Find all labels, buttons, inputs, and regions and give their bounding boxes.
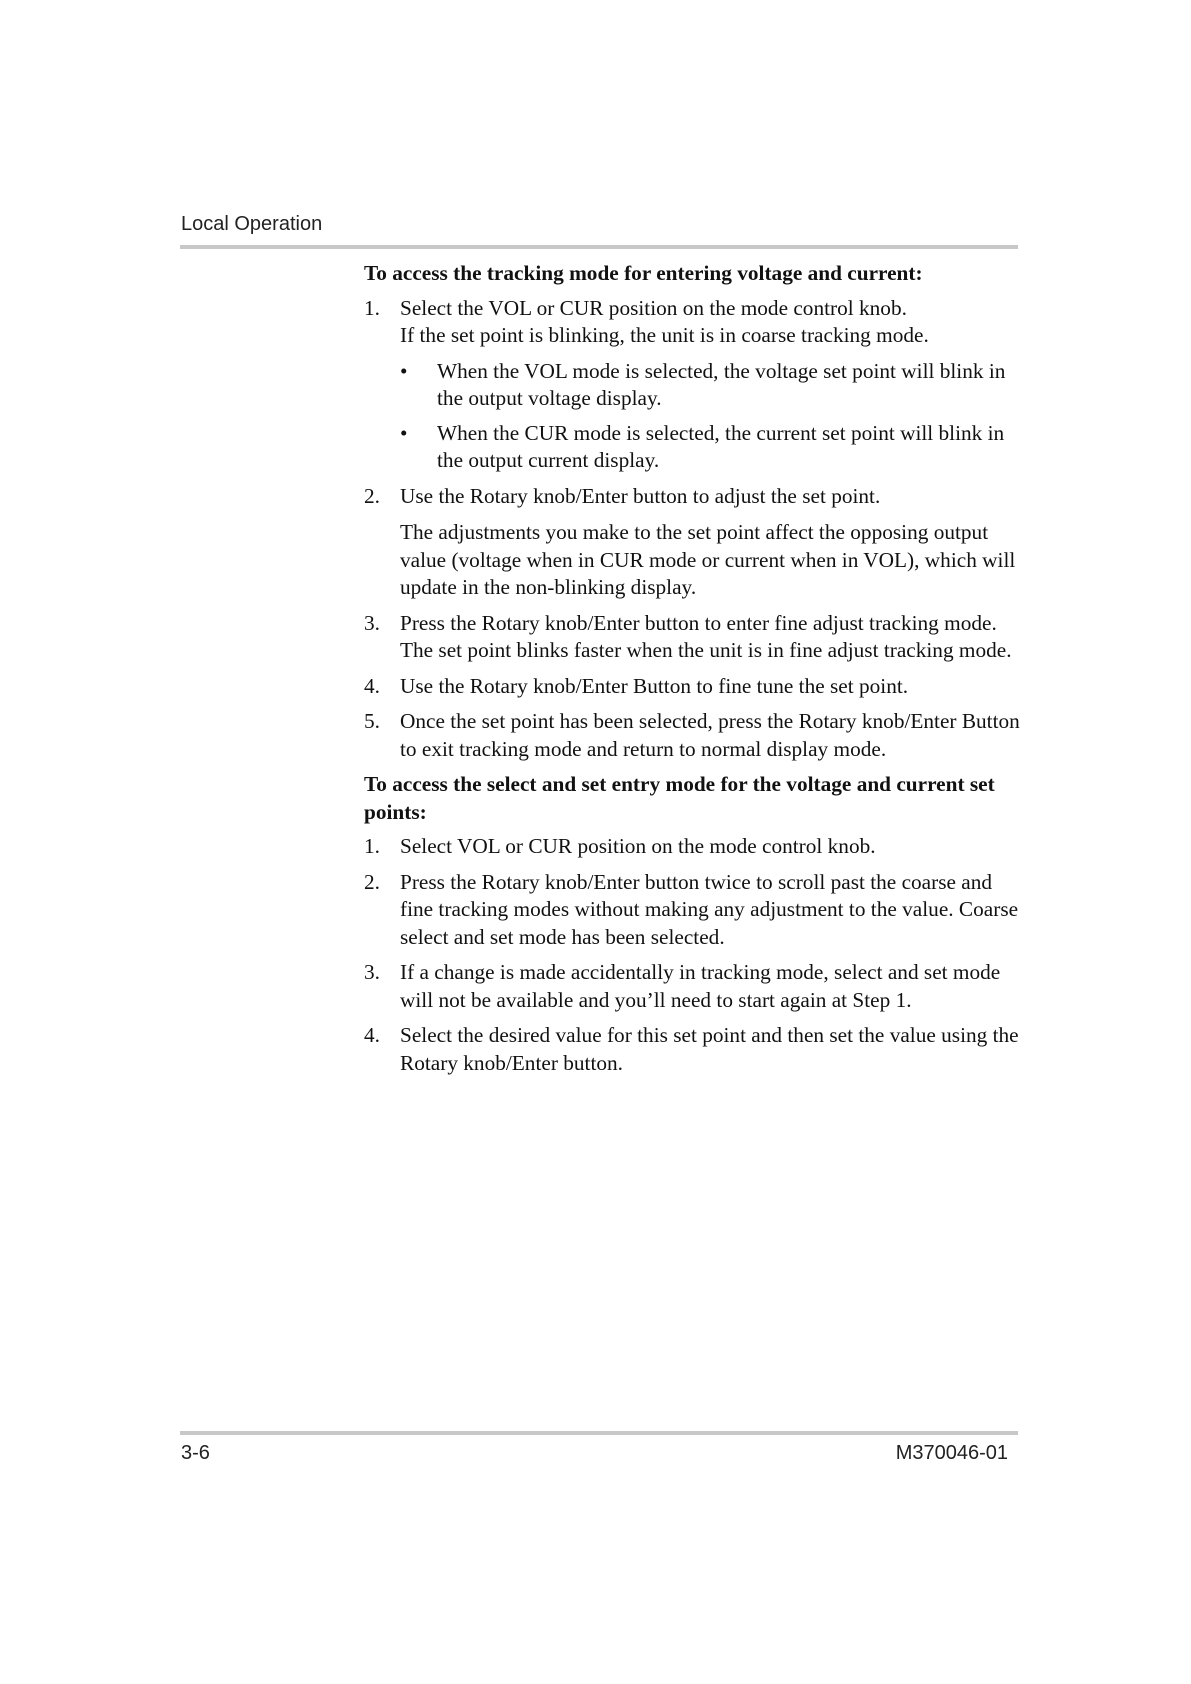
list-item (364, 1022, 1024, 1077)
step-number: 2. (364, 869, 380, 894)
list-item (364, 708, 1024, 763)
bullet-item (400, 358, 1024, 413)
page-body (364, 260, 1024, 1085)
step-number: 5. (364, 709, 380, 733)
step-note: The adjustments you make to the set point affect the opposing output value (voltage when in CUR mode or current when in VOL), which will update in the non-blinking display. (400, 520, 1016, 599)
step-text: Select VOL or CUR position on the mode control knob. (400, 834, 876, 858)
step-number: 1. (364, 295, 380, 320)
step-text: Press the Rotary knob/Enter button to enter fine adjust tracking mode. The set point blinks faster when the unit is in fine adjust tracking mode. (400, 610, 1012, 662)
bullet-item (400, 420, 1024, 475)
step-number: 2. (364, 483, 380, 508)
page-number: 3-6 (181, 1442, 210, 1464)
section-heading-tracking: To access the tracking mode for entering voltage and current: (364, 261, 923, 285)
select-set-steps-list (364, 833, 1024, 1077)
list-item (364, 959, 1024, 1014)
step-number: 4. (364, 1023, 380, 1047)
running-header: Local Operation (181, 213, 323, 235)
list-item (364, 869, 1024, 952)
bullet-icon: • (400, 358, 408, 383)
step-text: Select the desired value for this set point and then set the value using the Rotary knob/Enter button. (400, 1023, 1019, 1075)
document-id: M370046-01 (895, 1442, 1008, 1464)
section-heading-select-set: To access the select and set entry mode for the voltage and current set points: (364, 772, 995, 824)
step-text: Once the set point has been selected, press the Rotary knob/Enter Button to exit tracking mode and return to normal display mode. (400, 709, 1020, 761)
bullet-list (400, 358, 1024, 475)
step-text: Press the Rotary knob/Enter button twice to scroll past the coarse and fine tracking modes without making any adjustment to the value. Coarse select and set mode has been selected. (400, 869, 1019, 949)
list-item (364, 295, 1024, 475)
bullet-text: When the CUR mode is selected, the current set point will blink in the output current display. (437, 420, 1005, 472)
header-rule (180, 245, 1018, 249)
tracking-steps-list (364, 295, 1024, 764)
list-item (364, 833, 1024, 861)
step-text: Use the Rotary knob/Enter button to adjust the set point. (400, 483, 881, 508)
list-item (364, 673, 1024, 701)
step-number: 1. (364, 834, 380, 858)
step-text: Use the Rotary knob/Enter Button to fine tune the set point. (400, 673, 909, 698)
step-number: 3. (364, 960, 380, 984)
step-text: Select the VOL or CUR position on the mode control knob. (400, 295, 907, 320)
footer-rule (180, 1431, 1018, 1435)
list-item (364, 483, 1024, 602)
bullet-text: When the VOL mode is selected, the voltage set point will blink in the output voltage display. (437, 358, 1006, 410)
bullet-icon: • (400, 420, 408, 445)
list-item (364, 610, 1024, 665)
step-number: 3. (364, 610, 380, 635)
step-number: 4. (364, 673, 380, 698)
step-note: If the set point is blinking, the unit is in coarse tracking mode. (400, 323, 929, 347)
step-text: If a change is made accidentally in tracking mode, select and set mode will not be available and you’ll need to start again at Step 1. (400, 960, 1001, 1012)
